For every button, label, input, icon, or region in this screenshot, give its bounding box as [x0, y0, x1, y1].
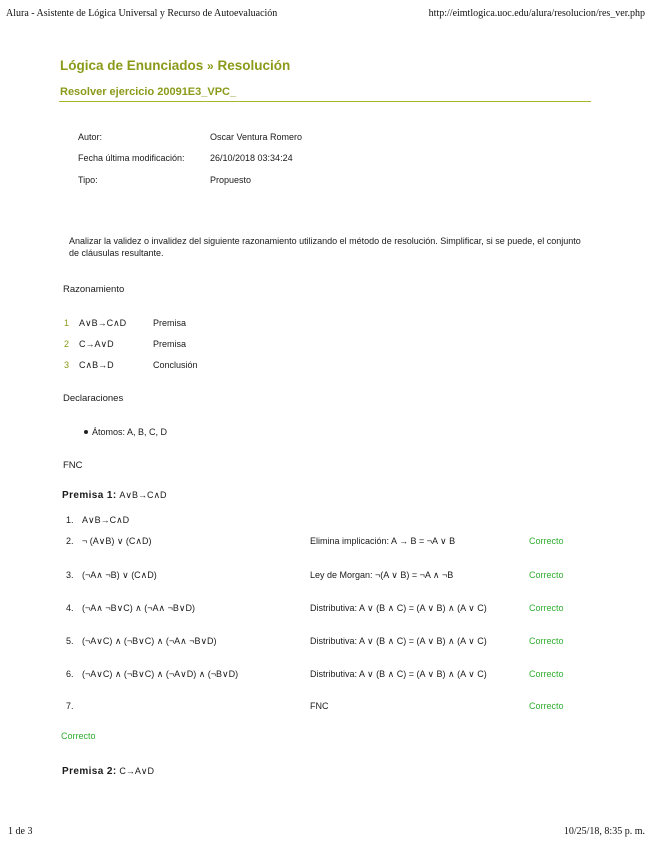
fnc-title: FNC — [63, 460, 83, 471]
author-value: Oscar Ventura Romero — [210, 132, 303, 142]
step-expression: (¬A∧ ¬B) ∨ (C∧D) — [82, 570, 157, 580]
reasoning-role: Premisa — [153, 339, 187, 349]
step-number: 2. — [66, 536, 74, 546]
window-title: Alura - Asistente de Lógica Universal y Recurso de Autoevaluación — [6, 8, 278, 19]
title-underline — [59, 101, 591, 102]
step-rule: Distributiva: A ∨ (B ∧ C) = (A ∨ B) ∧ (A ∨ C) — [310, 603, 487, 613]
step-number: 3. — [66, 570, 74, 580]
type-label: Tipo: — [78, 175, 98, 185]
date-label: Fecha última modificación: — [78, 153, 185, 163]
breadcrumb-separator: » — [207, 59, 214, 73]
reasoning-formula: C∧B→D — [79, 360, 114, 370]
premise-1-formula: A∨B→C∧D — [119, 490, 167, 500]
step-rule: FNC — [310, 701, 329, 711]
premise-2-label: Premisa 2: — [62, 766, 117, 777]
step-expression: (¬A∧ ¬B∨C) ∧ (¬A∧ ¬B∨D) — [82, 603, 195, 613]
reasoning-formula: C→A∨D — [79, 339, 114, 349]
step-expression: (¬A∨C) ∧ (¬B∨C) ∧ (¬A∨D) ∧ (¬B∨D) — [82, 669, 239, 679]
step-rule: Ley de Morgan: ¬(A ∨ B) = ¬A ∧ ¬B — [310, 570, 454, 580]
reasoning-role: Premisa — [153, 318, 187, 328]
step-number: 4. — [66, 603, 74, 613]
reasoning-formula: A∨B→C∧D — [79, 318, 127, 328]
reasoning-role: Conclusión — [153, 360, 198, 370]
bullet-icon — [84, 430, 88, 434]
type-value: Propuesto — [210, 175, 252, 185]
premise-1-result: Correcto — [61, 731, 96, 741]
step-status: Correcto — [529, 603, 564, 613]
step-status: Correcto — [529, 701, 564, 711]
premise-1-heading — [62, 490, 167, 501]
step-expression: ¬ (A∨B) ∨ (C∧D) — [82, 536, 152, 546]
breadcrumb — [60, 58, 290, 73]
step-rule: Distributiva: A ∨ (B ∧ C) = (A ∨ B) ∧ (A ∨ C) — [310, 636, 487, 646]
step-rule: Elimina implicación: A → B = ¬A ∨ B — [310, 536, 456, 546]
exercise-statement: Analizar la validez o invalidez del siguiente razonamiento utilizando el método de resolución. Simplificar, si se puede, el conjunto de cláusulas resultante. — [69, 236, 581, 258]
step-status: Correcto — [529, 570, 564, 580]
step-status: Correcto — [529, 636, 564, 646]
breadcrumb-section[interactable]: Lógica de Enunciados — [60, 58, 204, 73]
step-number: 5. — [66, 636, 74, 646]
premise-2-heading — [62, 766, 154, 777]
print-datetime: 10/25/18, 8:35 p. m. — [563, 826, 645, 837]
step-status: Correcto — [529, 536, 564, 546]
breadcrumb-page: Resolución — [217, 58, 291, 73]
step-expression: (¬A∨C) ∧ (¬B∨C) ∧ (¬A∧ ¬B∨D) — [82, 636, 217, 646]
reasoning-num: 2 — [64, 339, 70, 349]
premise-1-label: Premisa 1: — [62, 490, 117, 501]
step-number: 1. — [66, 515, 74, 525]
reasoning-title: Razonamiento — [63, 284, 125, 295]
step-status: Correcto — [529, 669, 564, 679]
reasoning-num: 1 — [64, 318, 70, 328]
author-label: Autor: — [78, 132, 103, 142]
page-url[interactable]: http://eimtlogica.uoc.edu/alura/resolucion/res_ver.php — [428, 8, 645, 19]
date-value: 26/10/2018 03:34:24 — [210, 153, 293, 163]
atoms-list-item — [84, 427, 167, 437]
declarations-title: Declaraciones — [63, 393, 124, 404]
step-number: 6. — [66, 669, 74, 679]
step-rule: Distributiva: A ∨ (B ∧ C) = (A ∨ B) ∧ (A ∨ C) — [310, 669, 487, 679]
exercise-title: Resolver ejercicio 20091E3_VPC_ — [60, 86, 237, 98]
step-expression: A∨B→C∧D — [82, 515, 130, 525]
atoms-text: Átomos: A, B, C, D — [92, 427, 168, 437]
reasoning-num: 3 — [64, 360, 70, 370]
step-number: 7. — [66, 701, 74, 711]
premise-2-formula: C→A∨D — [119, 766, 154, 776]
page-counter: 1 de 3 — [8, 826, 33, 837]
